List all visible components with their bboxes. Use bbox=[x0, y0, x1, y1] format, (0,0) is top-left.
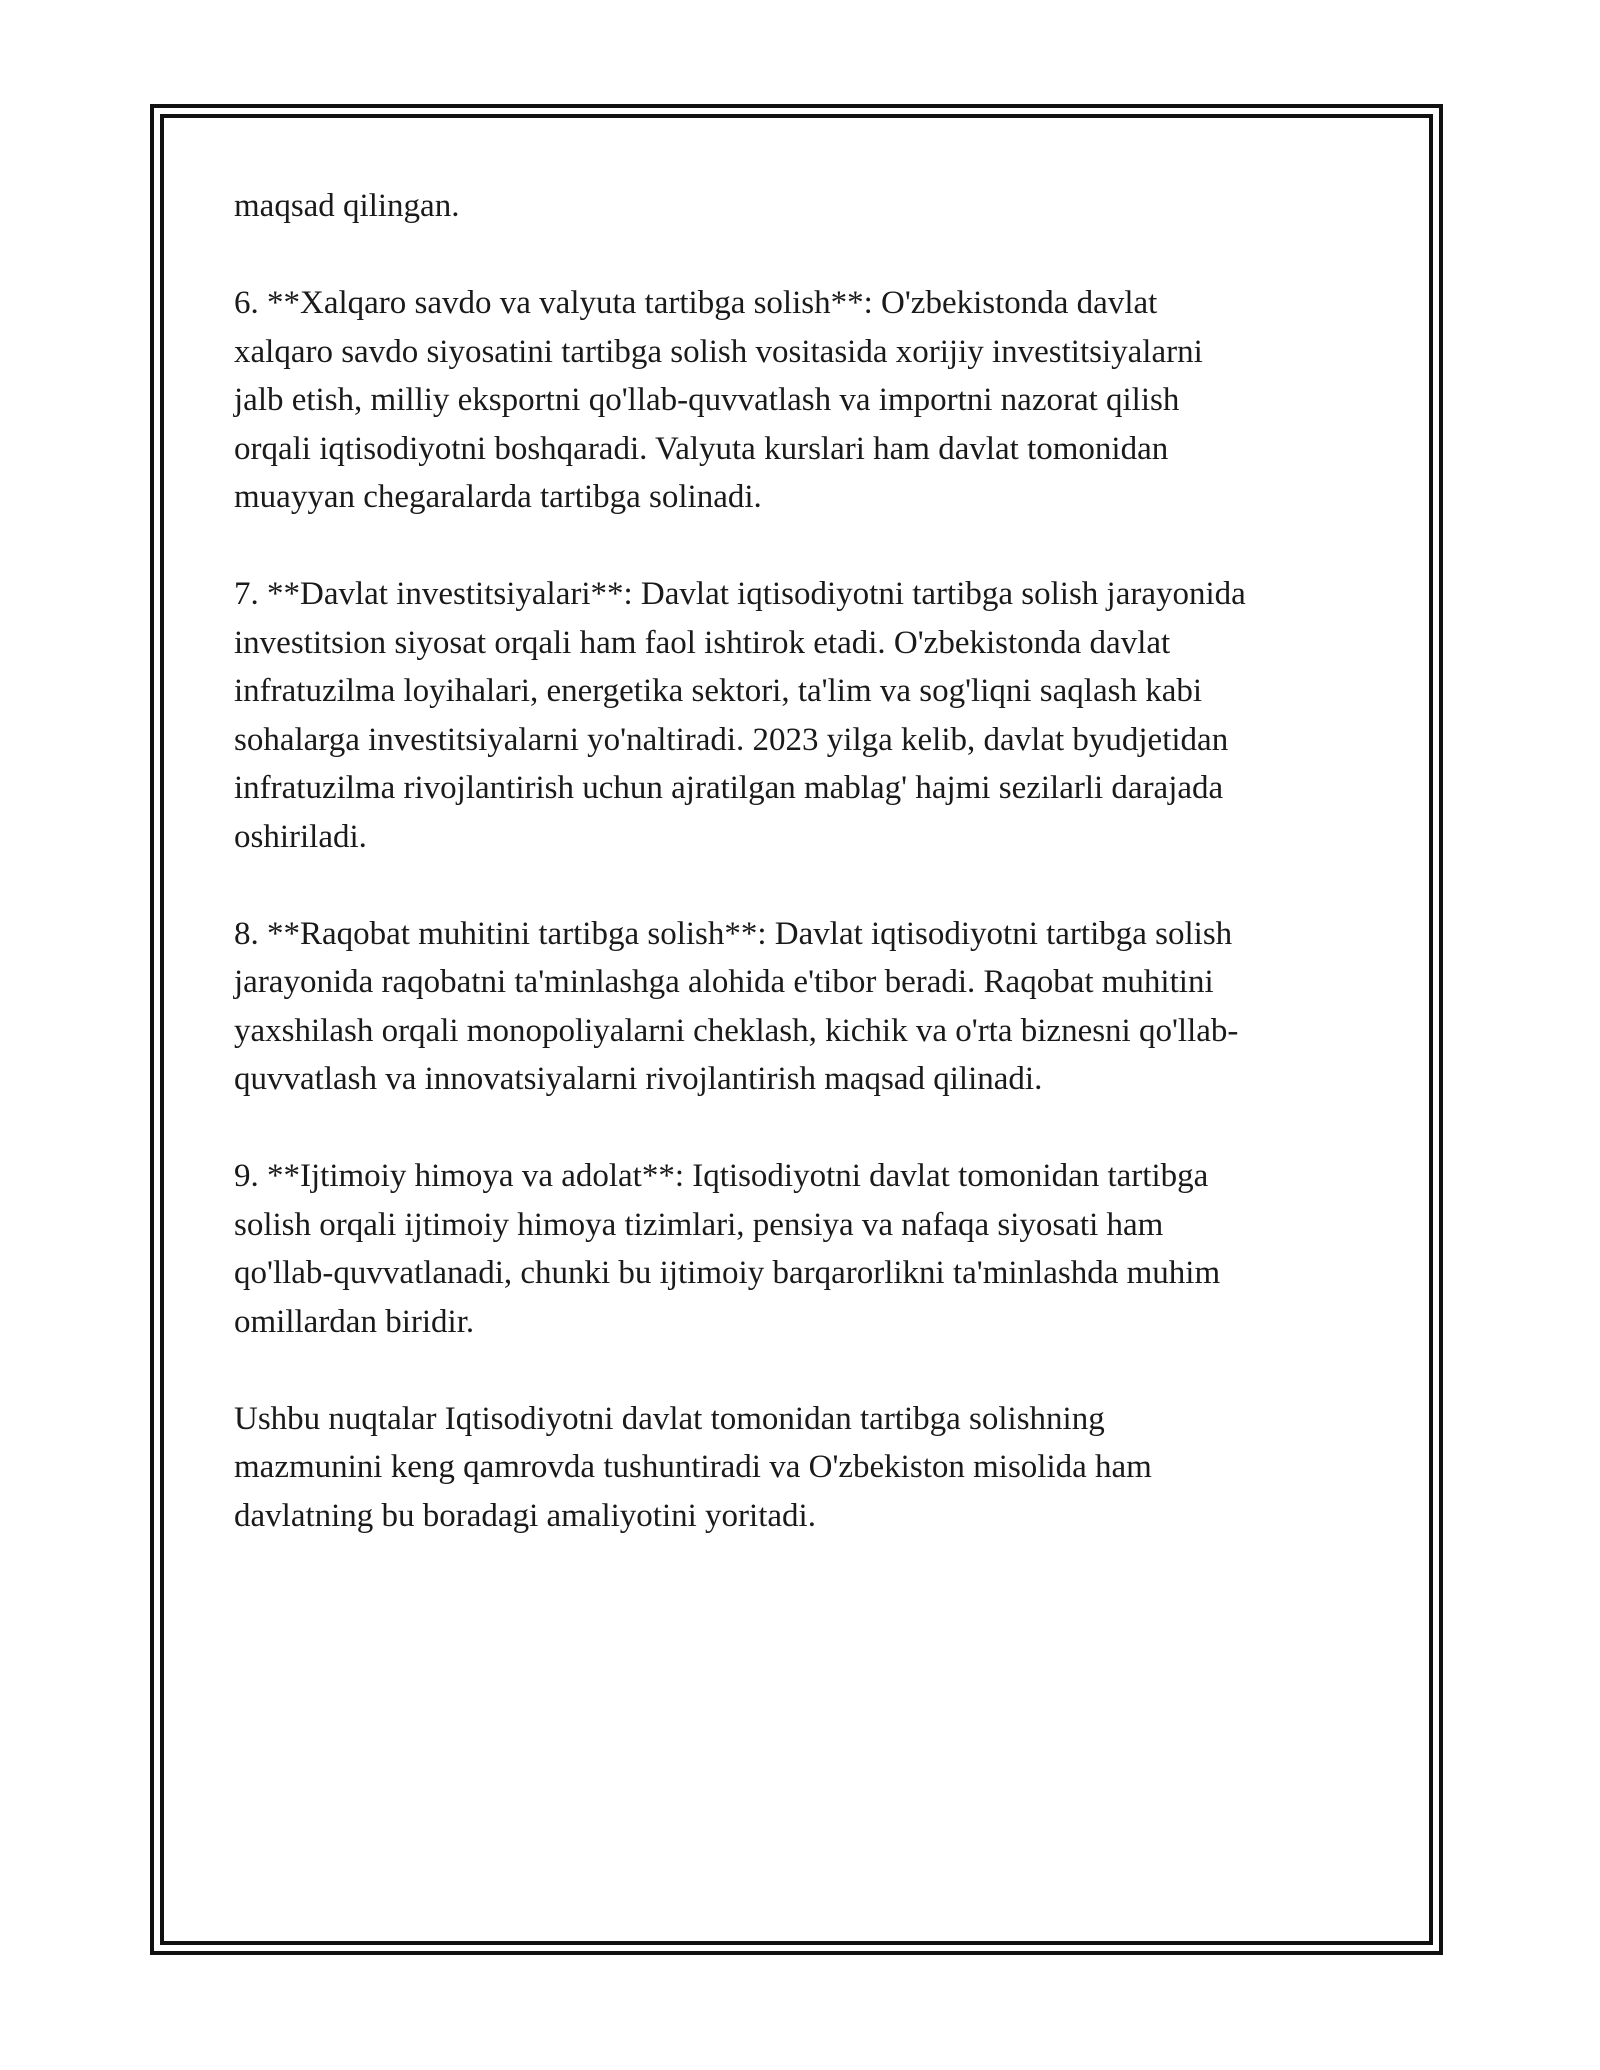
paragraph-item-6: 6. **Xalqaro savdo va valyuta tartibga solish**: O'zbekistonda davlat xalqaro savdo siyosatini tartibga solish vositasida xorijiy investitsiyalarni jalb etish, milliy eksportni qo'llab-quvvatlash va importni nazorat qilish orqali iqtisodiyotni boshqaradi. Valyuta kurslari ham davlat tomonidan muayyan chegaralarda tartibga solinadi. bbox=[234, 285, 1203, 515]
paragraph-item-8: 8. **Raqobat muhitini tartibga solish**: Davlat iqtisodiyotni tartibga solish jarayonida raqobatni ta'minlashga alohida e'tibor beradi. Raqobat muhitini yaxshilash orqali monopoliyalarni cheklash, kichik va o'rta biznesni qo'llab- quvvatlash va innovatsiyalarni rivojlantirish maqsad qilinadi. bbox=[234, 915, 1239, 1097]
paragraph-conclusion: Ushbu nuqtalar Iqtisodiyotni davlat tomonidan tartibga solishning mazmunini keng qamrovda tushuntiradi va O'zbekiston misolida ham davlatning bu boradagi amaliyotini yoritadi. bbox=[234, 1400, 1152, 1534]
paragraph-item-9: 9. **Ijtimoiy himoya va adolat**: Iqtisodiyotni davlat tomonidan tartibga solish orqali ijtimoiy himoya tizimlari, pensiya va nafaqa siyosati ham qo'llab-quvvatlanadi, chunki bu ijtimoiy barqarorlikni ta'minlashda muhim omillardan biridir. bbox=[234, 1158, 1221, 1340]
paragraph-item-7: 7. **Davlat investitsiyalari**: Davlat iqtisodiyotni tartibga solish jarayonida investitsion siyosat orqali ham faol ishtirok etadi. O'zbekistonda davlat infratuzilma loyihalari, energetika sektori, ta'lim va sog'liqni saqlash kabi sohalarga investitsiyalarni yo'naltiradi. 2023 yilga kelib, davlat byudjetidan infratuzilma rivojlantirish uchun ajratilgan mablag' hajmi sezilarli darajada oshiriladi. bbox=[234, 576, 1246, 855]
paragraph-continuation: maqsad qilingan. bbox=[234, 188, 460, 224]
document-body bbox=[234, 182, 1374, 1589]
